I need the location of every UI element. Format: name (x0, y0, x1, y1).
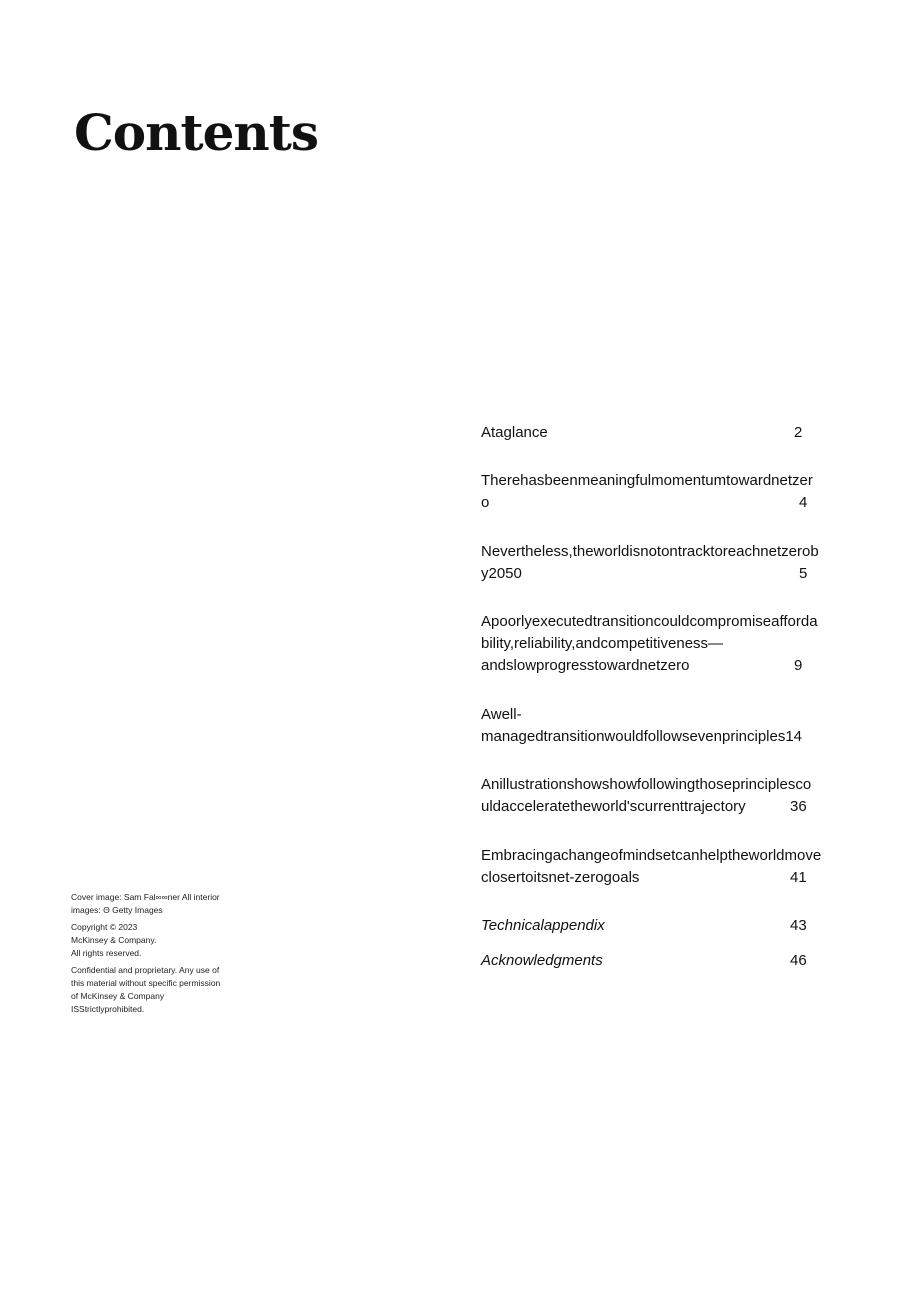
cover-credit: Cover image: Sam Fal∞∞ner All interior images: Θ Getty Images (71, 892, 220, 915)
toc-entry-2-line-0[interactable]: Nevertheless,theworldisnotontracktoreachnetzerob (481, 543, 819, 560)
toc-entry-1-line-1[interactable]: o (481, 494, 490, 511)
confidentiality-notice: Confidential and proprietary. Any use of this material without specific permission of McKinsey & Company ISStrictlyprohibited. (71, 965, 221, 1014)
toc-entry-4-line-0[interactable]: Awell- (481, 706, 522, 723)
toc-entry-6-page[interactable]: 41 (790, 869, 807, 886)
toc-entry-1-line-0[interactable]: Therehasbeenmeaningfulmomentumtowardnetzer (481, 472, 813, 489)
toc-entry-8-line-0[interactable]: Acknowledgments (481, 952, 603, 969)
toc-entry-5-page[interactable]: 36 (790, 798, 807, 815)
toc-entry-6-line-1[interactable]: closertoitsnet-zerogoals (481, 869, 640, 886)
toc-entry-3-line-0[interactable]: Apoorlyexecutedtransitioncouldcompromiseafforda (481, 613, 818, 630)
copyright-notice: Copyright © 2023 McKinsey & Company. All rights reserved. (71, 922, 157, 958)
toc-entry-8-page[interactable]: 46 (790, 952, 807, 969)
toc-entry-1-page[interactable]: 4 (799, 494, 808, 511)
page-title: Contents (74, 103, 319, 162)
toc-entry-7-page[interactable]: 43 (790, 917, 807, 934)
toc-entry-5-line-0[interactable]: Anillustrationshowshowfollowingthoseprinciplesco (481, 776, 812, 793)
toc-entry-4-line-1[interactable]: managedtransitionwouldfollowsevenprinciples14 (481, 728, 803, 745)
toc-entry-3-page[interactable]: 9 (794, 657, 803, 674)
toc-entry-0-line-0[interactable]: Ataglance (481, 424, 548, 441)
toc-entry-3-line-1[interactable]: bility,reliability,andcompetitiveness— (481, 635, 724, 652)
credits-block (71, 891, 241, 1020)
toc-entry-2-page[interactable]: 5 (799, 565, 808, 582)
toc-entry-7-line-0[interactable]: Technicalappendix (481, 917, 605, 934)
toc-entry-5-line-1[interactable]: uldacceleratetheworld'scurrenttrajectory (481, 798, 746, 815)
toc-entry-6-line-0[interactable]: Embracingachangeofmindsetcanhelptheworldmove (481, 847, 822, 864)
toc-entry-3-line-2[interactable]: andslowprogresstowardnetzero (481, 657, 690, 674)
toc-entry-2-line-1[interactable]: y2050 (481, 565, 522, 582)
toc-entry-0-page[interactable]: 2 (794, 424, 803, 441)
